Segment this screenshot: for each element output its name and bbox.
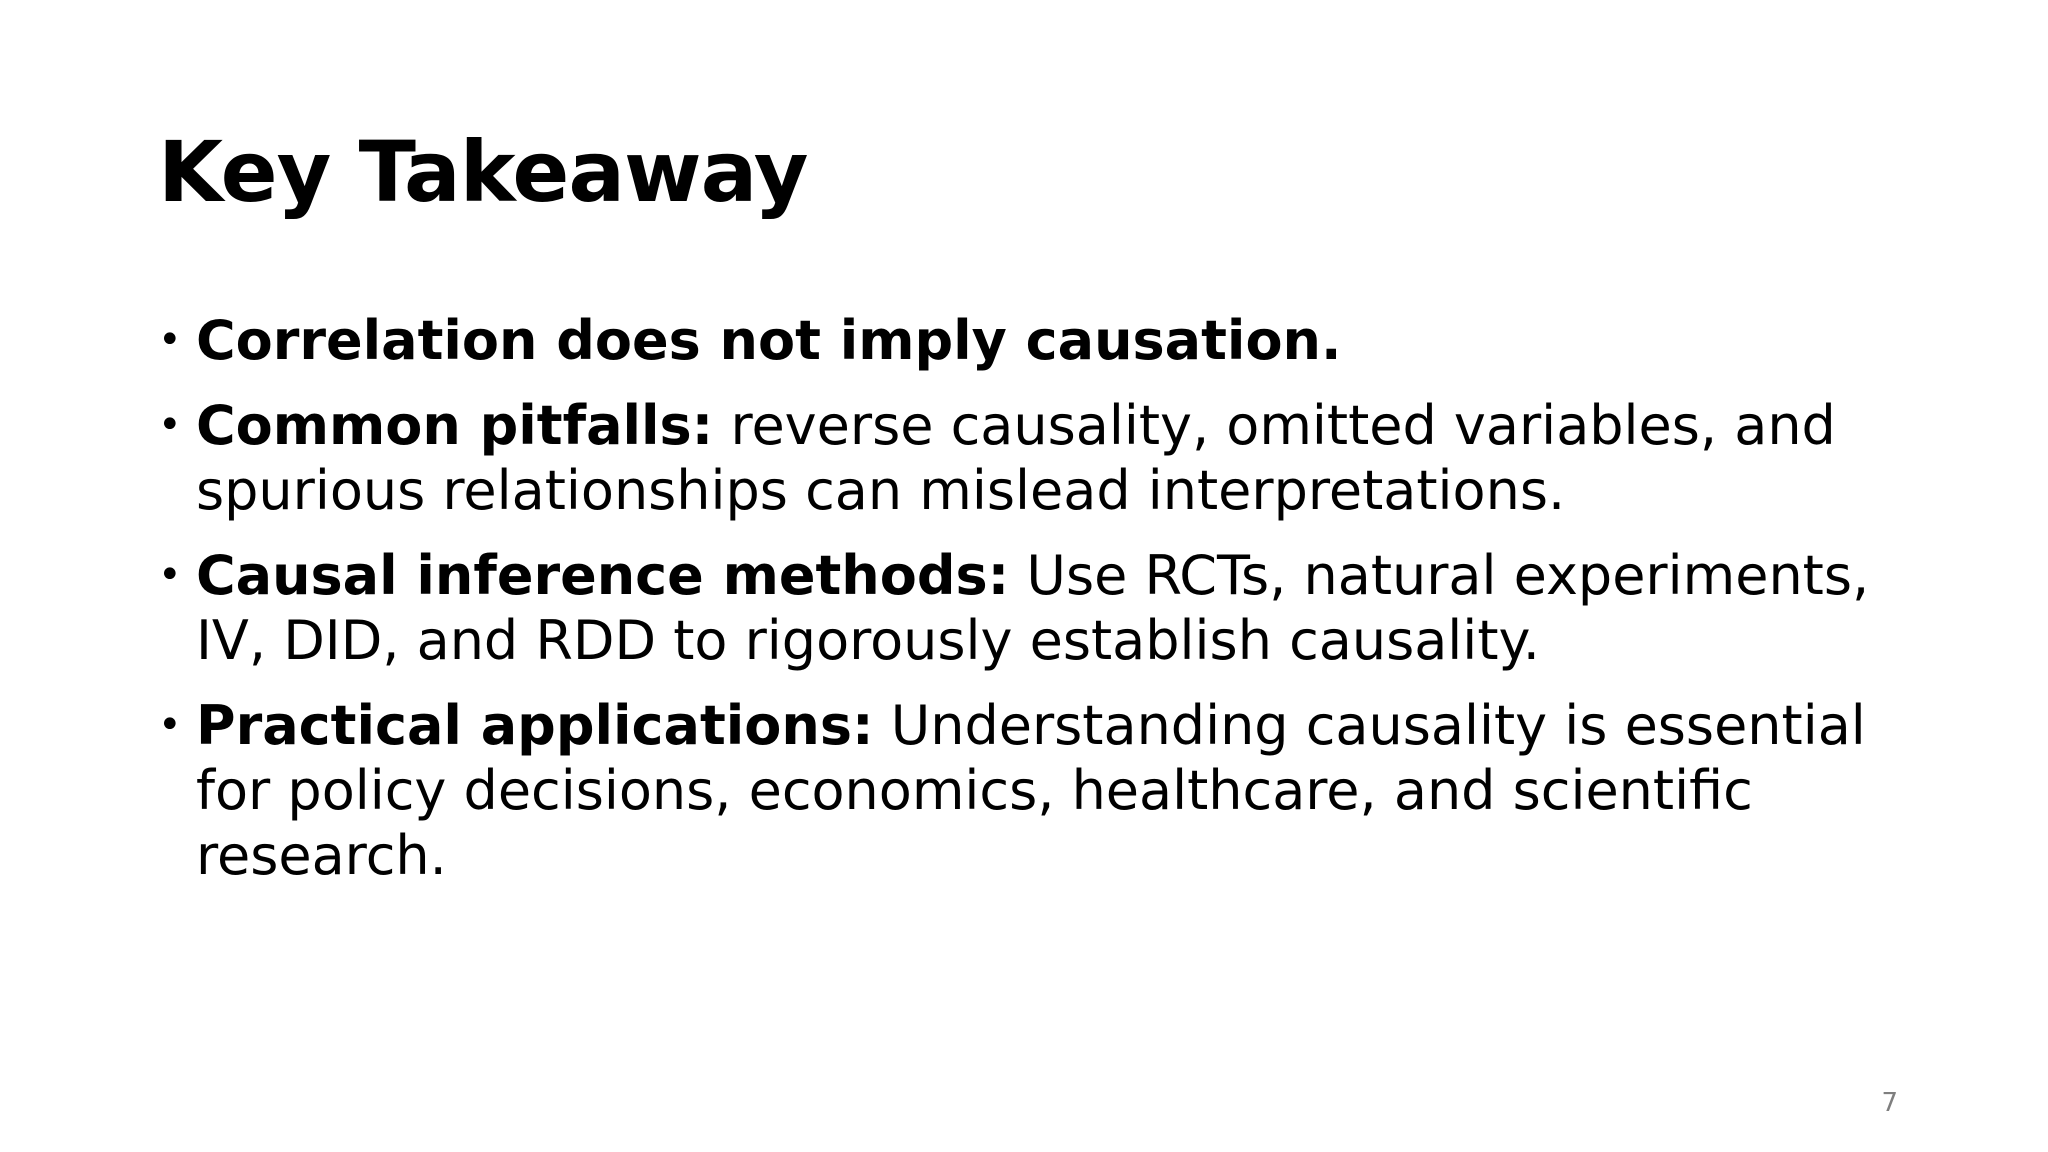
bullet-dot-icon: • <box>158 702 182 748</box>
bullet-item-applications <box>158 693 1918 888</box>
bullet-heading: Practical applications: <box>196 694 874 757</box>
bullet-heading: Causal inference methods: <box>196 544 1010 607</box>
bullet-item-pitfalls <box>158 393 1918 523</box>
bullet-heading: Correlation does not imply causation. <box>196 309 1342 372</box>
slide-title: Key Takeaway <box>158 123 808 221</box>
bullet-item-correlation <box>158 308 1918 373</box>
bullet-heading: Common pitfalls: <box>196 394 714 457</box>
bullet-text <box>196 393 1918 523</box>
bullet-dot-icon: • <box>158 317 182 363</box>
bullet-body: reverse causality, omitted variables, and spurious relationships can mislead interpretations. <box>196 394 1836 522</box>
bullet-text <box>196 308 1918 373</box>
bullet-body: Understanding causality is essential for policy decisions, economics, healthcare, and scientific research. <box>196 694 1866 887</box>
bullet-list <box>158 308 1918 908</box>
page-number: 7 <box>1881 1088 1898 1118</box>
bullet-item-methods <box>158 543 1918 673</box>
bullet-text <box>196 693 1918 888</box>
bullet-dot-icon: • <box>158 402 182 448</box>
bullet-text <box>196 543 1918 673</box>
bullet-body: Use RCTs, natural experiments, IV, DID, and RDD to rigorously establish causality. <box>196 544 1870 672</box>
bullet-dot-icon: • <box>158 552 182 598</box>
